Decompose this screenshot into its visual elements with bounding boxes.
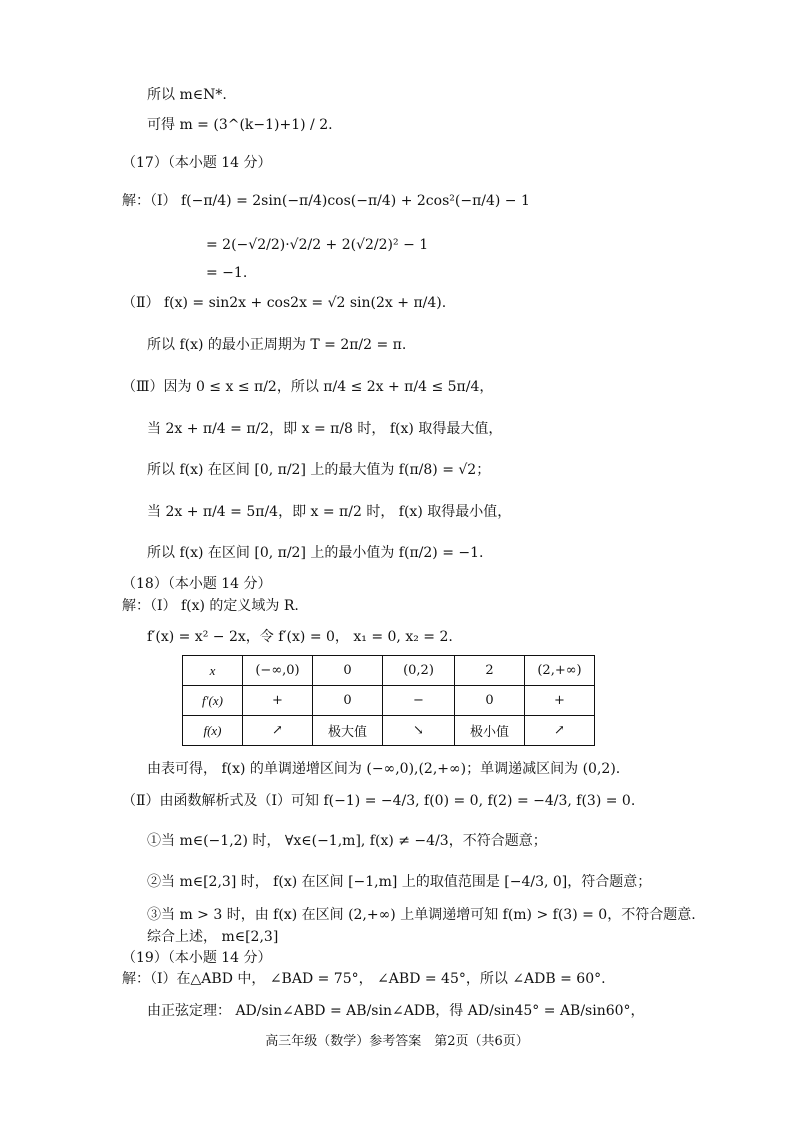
table-cell: 极大值 [313,716,383,746]
table-cell: x [183,656,243,686]
solution-line: （19）（本小题 14 分） [122,950,272,966]
solution-line: 解：（Ⅰ） f(x) 的定义域为 R. [122,598,299,614]
table-header-row [183,656,595,686]
table-cell: 极小值 [455,716,525,746]
solution-line: ③当 m > 3 时，由 f(x) 在区间 (2,+∞) 上单调递增可知 f(m) > f(3) = 0，不符合题意. [147,907,696,923]
solution-line: 当 2x + π/4 = 5π/4，即 x = π/2 时， f(x) 取得最小值， [147,504,512,520]
solution-line: 解：（Ⅰ）在△ABD 中， ∠BAD = 75°， ∠ABD = 45°，所以 ∠ADB = 60°. [122,971,606,987]
solution-line: 综合上述， m∈[2,3] [147,929,279,945]
solution-line: 所以 f(x) 在区间 [0, π/2] 上的最小值为 f(π/2) = −1. [147,545,484,561]
increasing-arrow-icon: ↗ [243,716,313,746]
table-cell: 0 [455,686,525,716]
derivative-sign-table [182,655,595,746]
solution-line: 可得 m = (3^(k−1)+1) / 2. [147,117,333,133]
table-cell: (2,+∞) [525,656,595,686]
table-cell: (−∞,0) [243,656,313,686]
table-row [183,686,595,716]
solution-line: 由正弦定理： AD/sin∠ABD = AB/sin∠ADB，得 AD/sin45° = AB/sin60°， [147,1003,645,1019]
table-cell: 0 [313,656,383,686]
solution-line: （18）（本小题 14 分） [122,576,272,592]
increasing-arrow-icon: ↗ [525,716,595,746]
solution-line: 由表可得， f(x) 的单调递增区间为 (−∞,0),(2,+∞)；单调递减区间为 (0,2). [147,761,621,777]
solution-line: f′(x) = x² − 2x，令 f′(x) = 0， x₁ = 0, x₂ = 2. [147,629,453,645]
table-cell: − [383,686,455,716]
solution-line: 所以 m∈N*. [147,87,227,103]
table-cell: f′(x) [183,686,243,716]
table-row [183,716,595,746]
solution-line: = −1. [206,265,248,281]
solution-line: 所以 f(x) 在区间 [0, π/2] 上的最大值为 f(π/8) = √2； [147,462,491,478]
solution-line: 所以 f(x) 的最小正周期为 T = 2π/2 = π. [147,337,407,353]
table-cell: + [525,686,595,716]
solution-line: （Ⅱ）由函数解析式及（Ⅰ）可知 f(−1) = −4/3, f(0) = 0, f(2) = −4/3, f(3) = 0. [122,793,636,809]
solution-line: （Ⅱ） f(x) = sin2x + cos2x = √2 sin(2x + π/4). [122,295,447,311]
page-footer: 高三年级（数学）参考答案 第2页（共6页） [265,1034,529,1049]
solution-line: （17）（本小题 14 分） [122,155,272,171]
solution-line: 当 2x + π/4 = π/2，即 x = π/8 时， f(x) 取得最大值， [147,421,503,437]
table-cell: 0 [313,686,383,716]
solution-line: （Ⅲ）因为 0 ≤ x ≤ π/2，所以 π/4 ≤ 2x + π/4 ≤ 5π/4， [122,379,494,395]
table-cell: 2 [455,656,525,686]
table-cell: f(x) [183,716,243,746]
decreasing-arrow-icon: ↘ [383,716,455,746]
solution-line: 解：（Ⅰ） f(−π/4) = 2sin(−π/4)cos(−π/4) + 2cos²(−π/4) − 1 [122,193,530,209]
solution-line: = 2(−√2/2)·√2/2 + 2(√2/2)² − 1 [206,237,429,253]
table-cell: (0,2) [383,656,455,686]
solution-line: ②当 m∈[2,3] 时， f(x) 在区间 [−1,m] 上的取值范围是 [−4/3, 0]，符合题意； [147,874,652,890]
solution-line: ①当 m∈(−1,2) 时， ∀x∈(−1,m], f(x) ≠ −4/3，不符合题意； [147,833,547,849]
table-cell: + [243,686,313,716]
